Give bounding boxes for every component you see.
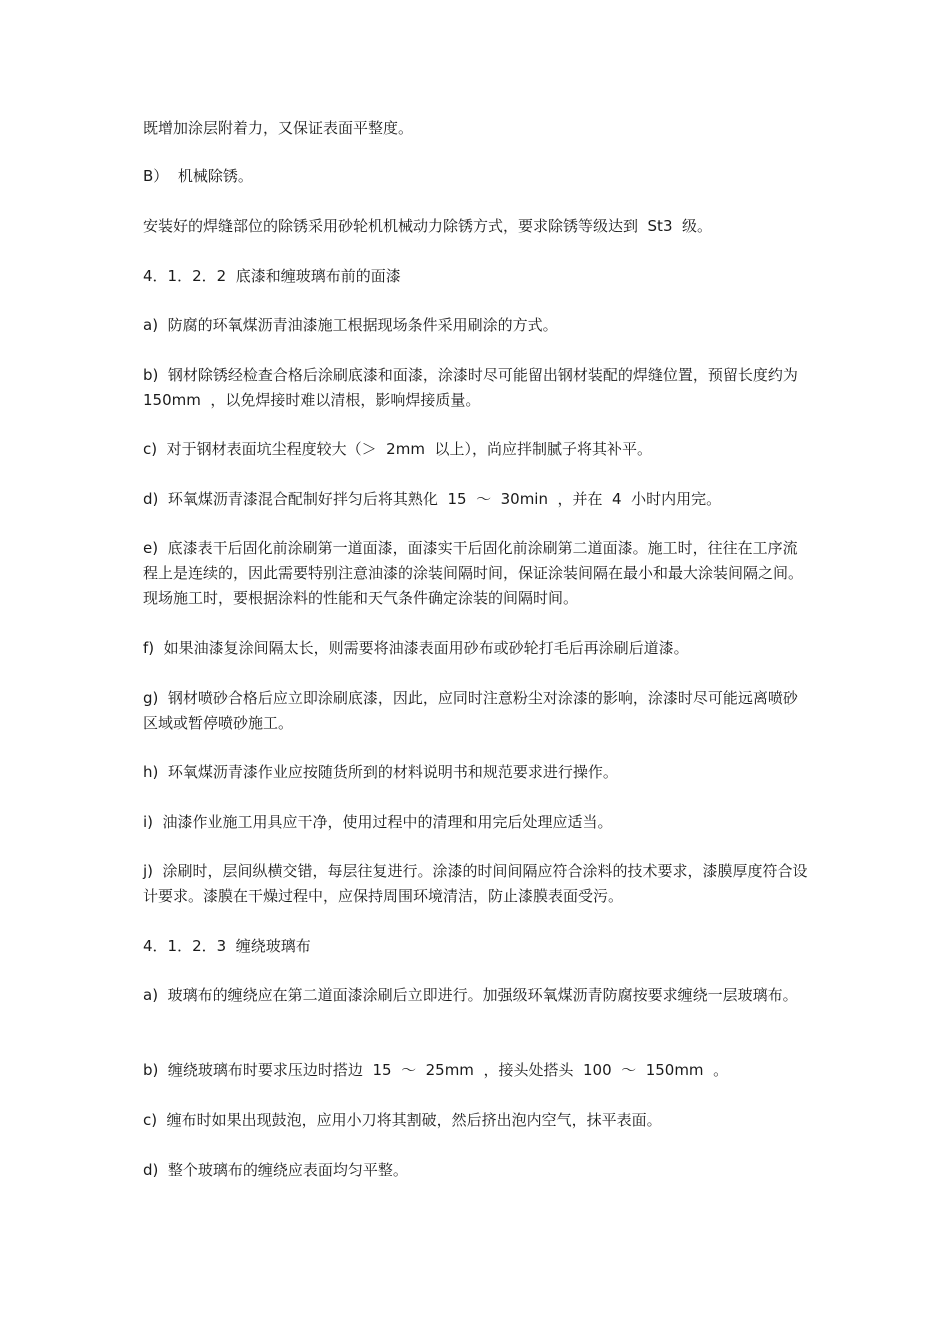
paragraph: j) 涂刷时，层间纵横交错，每层往复进行。涂漆的时间间隔应符合涂料的技术要求，漆膜厚度符合设计要求。漆膜在干燥过程中，应保持周围环境清洁，防止漆膜表面受污。 xyxy=(143,862,808,905)
paragraph: f) 如果油漆复涂间隔太长，则需要将油漆表面用砂布或砂轮打毛后再涂刷后道漆。 xyxy=(143,639,689,657)
paragraph: g) 钢材喷砂合格后应立即涂刷底漆，因此，应同时注意粉尘对涂漆的影响，涂漆时尽可能远离喷砂区域或暂停喷砂施工。 xyxy=(143,689,798,732)
section-heading: 4．1．2．3 缠绕玻璃布 xyxy=(143,937,311,955)
paragraph: b) 缠绕玻璃布时要求压边时搭边 15 ～ 25mm ，接头处搭头 100 ～ 150mm 。 xyxy=(143,1061,729,1079)
paragraph: i) 油漆作业施工用具应干净，使用过程中的清理和用完后处理应适当。 xyxy=(143,813,613,831)
paragraph: b) 钢材除锈经检查合格后涂刷底漆和面漆，涂漆时尽可能留出钢材装配的焊缝位置，预留长度约为 150mm ，以免焊接时难以清根，影响焊接质量。 xyxy=(143,366,808,409)
paragraph: 安装好的焊缝部位的除锈采用砂轮机机械动力除锈方式，要求除锈等级达到 St3 级。 xyxy=(143,217,713,235)
paragraph: 既增加涂层附着力，又保证表面平整度。 xyxy=(143,119,414,137)
paragraph: e) 底漆表干后固化前涂刷第一道面漆，面漆实干后固化前涂刷第二道面漆。施工时，往往在工序流程上是连续的，因此需要特别注意油漆的涂装间隔时间，保证涂装间隔在最小和最大涂装间隔之间。现场施工时，要根据涂料的性能和天气条件确定涂装的间隔时间。 xyxy=(143,539,804,607)
paragraph: d) 整个玻璃布的缠绕应表面均匀平整。 xyxy=(143,1161,408,1179)
section-heading: 4．1．2．2 底漆和缠玻璃布前的面漆 xyxy=(143,267,401,285)
paragraph: c) 对于钢材表面坑尘程度较大（＞ 2mm 以上），尚应拌制腻子将其补平。 xyxy=(143,440,652,458)
paragraph: a) 玻璃布的缠绕应在第二道面漆涂刷后立即进行。加强级环氧煤沥青防腐按要求缠绕一层玻璃布。 xyxy=(143,986,798,1004)
paragraph: h) 环氧煤沥青漆作业应按随货所到的材料说明书和规范要求进行操作。 xyxy=(143,763,618,781)
paragraph: B） 机械除锈。 xyxy=(143,167,253,185)
paragraph: d) 环氧煤沥青漆混合配制好拌匀后将其熟化 15 ～ 30min ，并在 4 小时内用完。 xyxy=(143,490,722,508)
paragraph: c) 缠布时如果出现鼓泡，应用小刀将其割破，然后挤出泡内空气，抹平表面。 xyxy=(143,1111,662,1129)
paragraph: a) 防腐的环氧煤沥青油漆施工根据现场条件采用刷涂的方式。 xyxy=(143,316,558,334)
